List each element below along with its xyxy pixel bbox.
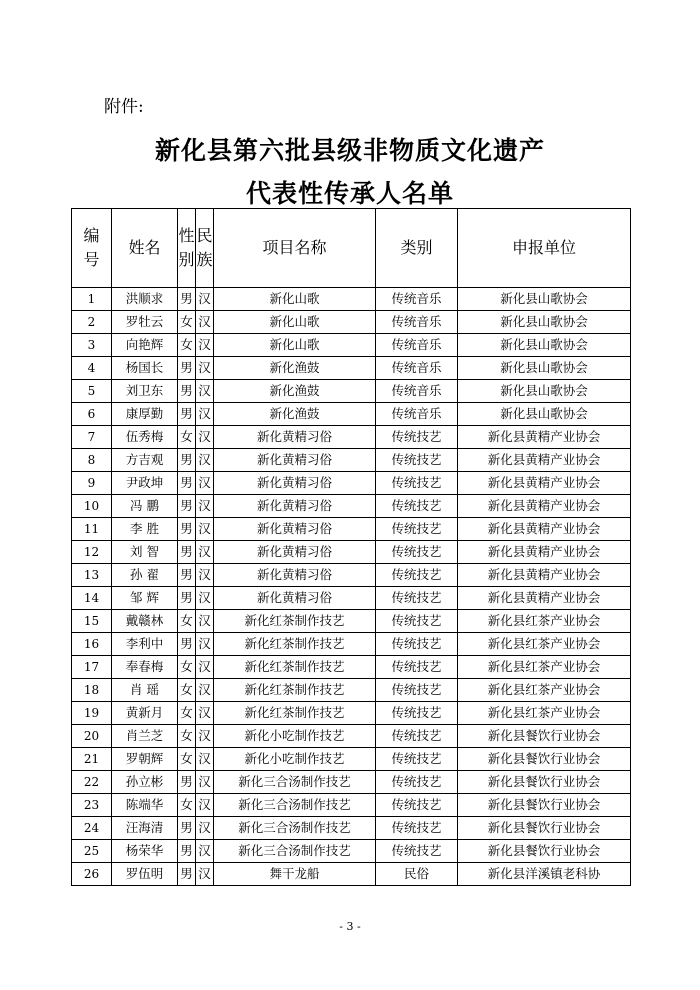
cell-project: 新化渔鼓 bbox=[214, 357, 376, 380]
cell-category: 传统音乐 bbox=[376, 311, 458, 334]
cell-name: 肖 瑶 bbox=[112, 679, 178, 702]
cell-gender: 男 bbox=[178, 472, 196, 495]
cell-project: 新化黄精习俗 bbox=[214, 541, 376, 564]
header-project: 项目名称 bbox=[214, 209, 376, 288]
cell-project: 新化黄精习俗 bbox=[214, 495, 376, 518]
header-number: 编 号 bbox=[72, 209, 112, 288]
cell-category: 传统技艺 bbox=[376, 449, 458, 472]
cell-project: 新化三合汤制作技艺 bbox=[214, 840, 376, 863]
table-row bbox=[72, 495, 631, 518]
cell-unit: 新化县餐饮行业协会 bbox=[458, 771, 631, 794]
cell-project: 新化山歌 bbox=[214, 288, 376, 311]
header-gender: 性 别 bbox=[178, 209, 196, 288]
header-unit: 申报单位 bbox=[458, 209, 631, 288]
cell-ethnicity: 汉 bbox=[196, 771, 214, 794]
cell-category: 传统技艺 bbox=[376, 587, 458, 610]
cell-ethnicity: 汉 bbox=[196, 288, 214, 311]
cell-project: 新化黄精习俗 bbox=[214, 564, 376, 587]
cell-name: 孙立彬 bbox=[112, 771, 178, 794]
table-row bbox=[72, 863, 631, 886]
cell-name: 罗牡云 bbox=[112, 311, 178, 334]
table-row bbox=[72, 357, 631, 380]
inheritors-table bbox=[71, 208, 631, 886]
cell-name: 刘卫东 bbox=[112, 380, 178, 403]
cell-number: 12 bbox=[72, 541, 112, 564]
cell-unit: 新化县餐饮行业协会 bbox=[458, 840, 631, 863]
cell-number: 16 bbox=[72, 633, 112, 656]
cell-gender: 女 bbox=[178, 311, 196, 334]
table-row bbox=[72, 817, 631, 840]
table-row bbox=[72, 633, 631, 656]
cell-name: 罗伍明 bbox=[112, 863, 178, 886]
table-row bbox=[72, 426, 631, 449]
cell-ethnicity: 汉 bbox=[196, 426, 214, 449]
cell-unit: 新化县餐饮行业协会 bbox=[458, 794, 631, 817]
cell-name: 方吉观 bbox=[112, 449, 178, 472]
cell-project: 新化黄精习俗 bbox=[214, 587, 376, 610]
cell-unit: 新化县洋溪镇老科协 bbox=[458, 863, 631, 886]
table-row bbox=[72, 656, 631, 679]
header-category: 类别 bbox=[376, 209, 458, 288]
cell-project: 新化黄精习俗 bbox=[214, 518, 376, 541]
cell-category: 传统技艺 bbox=[376, 702, 458, 725]
cell-ethnicity: 汉 bbox=[196, 587, 214, 610]
cell-category: 传统技艺 bbox=[376, 541, 458, 564]
cell-unit: 新化县黄精产业协会 bbox=[458, 495, 631, 518]
cell-project: 新化渔鼓 bbox=[214, 380, 376, 403]
cell-gender: 男 bbox=[178, 863, 196, 886]
table-row bbox=[72, 518, 631, 541]
cell-ethnicity: 汉 bbox=[196, 863, 214, 886]
cell-ethnicity: 汉 bbox=[196, 633, 214, 656]
cell-unit: 新化县黄精产业协会 bbox=[458, 472, 631, 495]
cell-name: 汪海清 bbox=[112, 817, 178, 840]
table-row bbox=[72, 748, 631, 771]
cell-gender: 女 bbox=[178, 679, 196, 702]
cell-gender: 男 bbox=[178, 495, 196, 518]
cell-gender: 女 bbox=[178, 610, 196, 633]
cell-project: 新化小吃制作技艺 bbox=[214, 748, 376, 771]
cell-unit: 新化县黄精产业协会 bbox=[458, 587, 631, 610]
table-row bbox=[72, 472, 631, 495]
cell-name: 康厚勤 bbox=[112, 403, 178, 426]
table-row bbox=[72, 771, 631, 794]
table-row bbox=[72, 702, 631, 725]
table-row bbox=[72, 288, 631, 311]
cell-unit: 新化县红茶产业协会 bbox=[458, 702, 631, 725]
cell-unit: 新化县红茶产业协会 bbox=[458, 633, 631, 656]
cell-unit: 新化县山歌协会 bbox=[458, 403, 631, 426]
cell-category: 传统技艺 bbox=[376, 725, 458, 748]
table-header-row bbox=[72, 209, 631, 288]
cell-category: 民俗 bbox=[376, 863, 458, 886]
cell-category: 传统技艺 bbox=[376, 656, 458, 679]
cell-number: 20 bbox=[72, 725, 112, 748]
cell-number: 8 bbox=[72, 449, 112, 472]
table-row bbox=[72, 794, 631, 817]
cell-gender: 女 bbox=[178, 656, 196, 679]
cell-unit: 新化县餐饮行业协会 bbox=[458, 725, 631, 748]
cell-unit: 新化县餐饮行业协会 bbox=[458, 748, 631, 771]
cell-project: 新化小吃制作技艺 bbox=[214, 725, 376, 748]
cell-project: 新化黄精习俗 bbox=[214, 472, 376, 495]
cell-category: 传统音乐 bbox=[376, 334, 458, 357]
cell-gender: 男 bbox=[178, 288, 196, 311]
cell-ethnicity: 汉 bbox=[196, 794, 214, 817]
cell-gender: 女 bbox=[178, 794, 196, 817]
cell-project: 舞干龙船 bbox=[214, 863, 376, 886]
cell-name: 李利中 bbox=[112, 633, 178, 656]
cell-project: 新化三合汤制作技艺 bbox=[214, 817, 376, 840]
cell-name: 肖兰芝 bbox=[112, 725, 178, 748]
cell-name: 陈端华 bbox=[112, 794, 178, 817]
cell-name: 向艳辉 bbox=[112, 334, 178, 357]
cell-ethnicity: 汉 bbox=[196, 679, 214, 702]
cell-number: 7 bbox=[72, 426, 112, 449]
table-row bbox=[72, 311, 631, 334]
cell-gender: 女 bbox=[178, 334, 196, 357]
cell-project: 新化红茶制作技艺 bbox=[214, 656, 376, 679]
cell-ethnicity: 汉 bbox=[196, 702, 214, 725]
cell-number: 11 bbox=[72, 518, 112, 541]
cell-name: 伍秀梅 bbox=[112, 426, 178, 449]
cell-ethnicity: 汉 bbox=[196, 403, 214, 426]
cell-ethnicity: 汉 bbox=[196, 840, 214, 863]
cell-ethnicity: 汉 bbox=[196, 725, 214, 748]
cell-number: 5 bbox=[72, 380, 112, 403]
cell-name: 罗朝辉 bbox=[112, 748, 178, 771]
header-name: 姓名 bbox=[112, 209, 178, 288]
cell-gender: 男 bbox=[178, 771, 196, 794]
table-row bbox=[72, 334, 631, 357]
cell-unit: 新化县黄精产业协会 bbox=[458, 564, 631, 587]
cell-number: 15 bbox=[72, 610, 112, 633]
cell-number: 22 bbox=[72, 771, 112, 794]
cell-number: 23 bbox=[72, 794, 112, 817]
cell-ethnicity: 汉 bbox=[196, 495, 214, 518]
cell-name: 尹政坤 bbox=[112, 472, 178, 495]
cell-unit: 新化县山歌协会 bbox=[458, 334, 631, 357]
cell-unit: 新化县红茶产业协会 bbox=[458, 656, 631, 679]
cell-name: 李 胜 bbox=[112, 518, 178, 541]
cell-gender: 男 bbox=[178, 380, 196, 403]
cell-category: 传统音乐 bbox=[376, 357, 458, 380]
cell-ethnicity: 汉 bbox=[196, 748, 214, 771]
table-row bbox=[72, 449, 631, 472]
table-row bbox=[72, 541, 631, 564]
cell-category: 传统技艺 bbox=[376, 794, 458, 817]
table-row bbox=[72, 380, 631, 403]
cell-gender: 男 bbox=[178, 564, 196, 587]
cell-unit: 新化县黄精产业协会 bbox=[458, 449, 631, 472]
cell-name: 杨国长 bbox=[112, 357, 178, 380]
cell-number: 2 bbox=[72, 311, 112, 334]
cell-unit: 新化县黄精产业协会 bbox=[458, 426, 631, 449]
cell-name: 冯 鹏 bbox=[112, 495, 178, 518]
cell-category: 传统技艺 bbox=[376, 472, 458, 495]
table-row bbox=[72, 840, 631, 863]
cell-name: 洪顺求 bbox=[112, 288, 178, 311]
cell-ethnicity: 汉 bbox=[196, 518, 214, 541]
cell-name: 奉春梅 bbox=[112, 656, 178, 679]
attachment-label: 附件: bbox=[104, 97, 144, 117]
cell-name: 邹 辉 bbox=[112, 587, 178, 610]
table-row bbox=[72, 679, 631, 702]
cell-number: 17 bbox=[72, 656, 112, 679]
cell-number: 14 bbox=[72, 587, 112, 610]
cell-number: 21 bbox=[72, 748, 112, 771]
cell-number: 6 bbox=[72, 403, 112, 426]
cell-category: 传统音乐 bbox=[376, 380, 458, 403]
table-row bbox=[72, 725, 631, 748]
table-row bbox=[72, 610, 631, 633]
cell-unit: 新化县山歌协会 bbox=[458, 380, 631, 403]
cell-project: 新化黄精习俗 bbox=[214, 426, 376, 449]
cell-category: 传统技艺 bbox=[376, 564, 458, 587]
cell-gender: 男 bbox=[178, 449, 196, 472]
cell-project: 新化山歌 bbox=[214, 334, 376, 357]
cell-gender: 女 bbox=[178, 748, 196, 771]
cell-ethnicity: 汉 bbox=[196, 357, 214, 380]
cell-unit: 新化县山歌协会 bbox=[458, 311, 631, 334]
cell-number: 25 bbox=[72, 840, 112, 863]
cell-project: 新化黄精习俗 bbox=[214, 449, 376, 472]
cell-gender: 男 bbox=[178, 518, 196, 541]
cell-gender: 男 bbox=[178, 357, 196, 380]
document-subtitle: 代表性传承人名单 bbox=[245, 179, 454, 208]
cell-category: 传统技艺 bbox=[376, 817, 458, 840]
cell-project: 新化红茶制作技艺 bbox=[214, 633, 376, 656]
cell-ethnicity: 汉 bbox=[196, 610, 214, 633]
cell-unit: 新化县山歌协会 bbox=[458, 288, 631, 311]
cell-gender: 男 bbox=[178, 817, 196, 840]
cell-number: 24 bbox=[72, 817, 112, 840]
cell-number: 26 bbox=[72, 863, 112, 886]
cell-gender: 男 bbox=[178, 840, 196, 863]
cell-project: 新化渔鼓 bbox=[214, 403, 376, 426]
page-number: - 3 - bbox=[339, 920, 361, 933]
cell-name: 戴赣林 bbox=[112, 610, 178, 633]
cell-gender: 男 bbox=[178, 541, 196, 564]
cell-project: 新化三合汤制作技艺 bbox=[214, 794, 376, 817]
header-ethnicity: 民 族 bbox=[196, 209, 214, 288]
document-title: 新化县第六批县级非物质文化遗产 bbox=[154, 136, 545, 165]
cell-unit: 新化县黄精产业协会 bbox=[458, 541, 631, 564]
cell-ethnicity: 汉 bbox=[196, 311, 214, 334]
cell-unit: 新化县山歌协会 bbox=[458, 357, 631, 380]
cell-category: 传统技艺 bbox=[376, 518, 458, 541]
cell-ethnicity: 汉 bbox=[196, 380, 214, 403]
cell-unit: 新化县餐饮行业协会 bbox=[458, 817, 631, 840]
cell-project: 新化山歌 bbox=[214, 311, 376, 334]
cell-ethnicity: 汉 bbox=[196, 449, 214, 472]
cell-gender: 男 bbox=[178, 403, 196, 426]
cell-category: 传统音乐 bbox=[376, 403, 458, 426]
cell-ethnicity: 汉 bbox=[196, 656, 214, 679]
cell-unit: 新化县黄精产业协会 bbox=[458, 518, 631, 541]
cell-gender: 女 bbox=[178, 725, 196, 748]
cell-name: 刘 智 bbox=[112, 541, 178, 564]
cell-gender: 男 bbox=[178, 587, 196, 610]
cell-category: 传统技艺 bbox=[376, 840, 458, 863]
cell-ethnicity: 汉 bbox=[196, 472, 214, 495]
cell-unit: 新化县红茶产业协会 bbox=[458, 610, 631, 633]
cell-number: 1 bbox=[72, 288, 112, 311]
cell-category: 传统技艺 bbox=[376, 771, 458, 794]
cell-name: 黄新月 bbox=[112, 702, 178, 725]
cell-number: 3 bbox=[72, 334, 112, 357]
cell-ethnicity: 汉 bbox=[196, 817, 214, 840]
cell-number: 10 bbox=[72, 495, 112, 518]
cell-category: 传统技艺 bbox=[376, 748, 458, 771]
cell-number: 9 bbox=[72, 472, 112, 495]
table-row bbox=[72, 587, 631, 610]
cell-number: 13 bbox=[72, 564, 112, 587]
cell-category: 传统技艺 bbox=[376, 633, 458, 656]
cell-number: 4 bbox=[72, 357, 112, 380]
cell-category: 传统技艺 bbox=[376, 679, 458, 702]
table-row bbox=[72, 403, 631, 426]
cell-name: 杨荣华 bbox=[112, 840, 178, 863]
cell-category: 传统技艺 bbox=[376, 610, 458, 633]
cell-project: 新化三合汤制作技艺 bbox=[214, 771, 376, 794]
cell-category: 传统技艺 bbox=[376, 495, 458, 518]
cell-category: 传统音乐 bbox=[376, 288, 458, 311]
cell-ethnicity: 汉 bbox=[196, 541, 214, 564]
cell-number: 18 bbox=[72, 679, 112, 702]
cell-gender: 女 bbox=[178, 426, 196, 449]
cell-gender: 男 bbox=[178, 633, 196, 656]
cell-number: 19 bbox=[72, 702, 112, 725]
cell-name: 孙 翟 bbox=[112, 564, 178, 587]
cell-category: 传统技艺 bbox=[376, 426, 458, 449]
cell-project: 新化红茶制作技艺 bbox=[214, 702, 376, 725]
cell-gender: 女 bbox=[178, 702, 196, 725]
cell-project: 新化红茶制作技艺 bbox=[214, 610, 376, 633]
cell-project: 新化红茶制作技艺 bbox=[214, 679, 376, 702]
cell-ethnicity: 汉 bbox=[196, 564, 214, 587]
cell-ethnicity: 汉 bbox=[196, 334, 214, 357]
cell-unit: 新化县红茶产业协会 bbox=[458, 679, 631, 702]
table-row bbox=[72, 564, 631, 587]
